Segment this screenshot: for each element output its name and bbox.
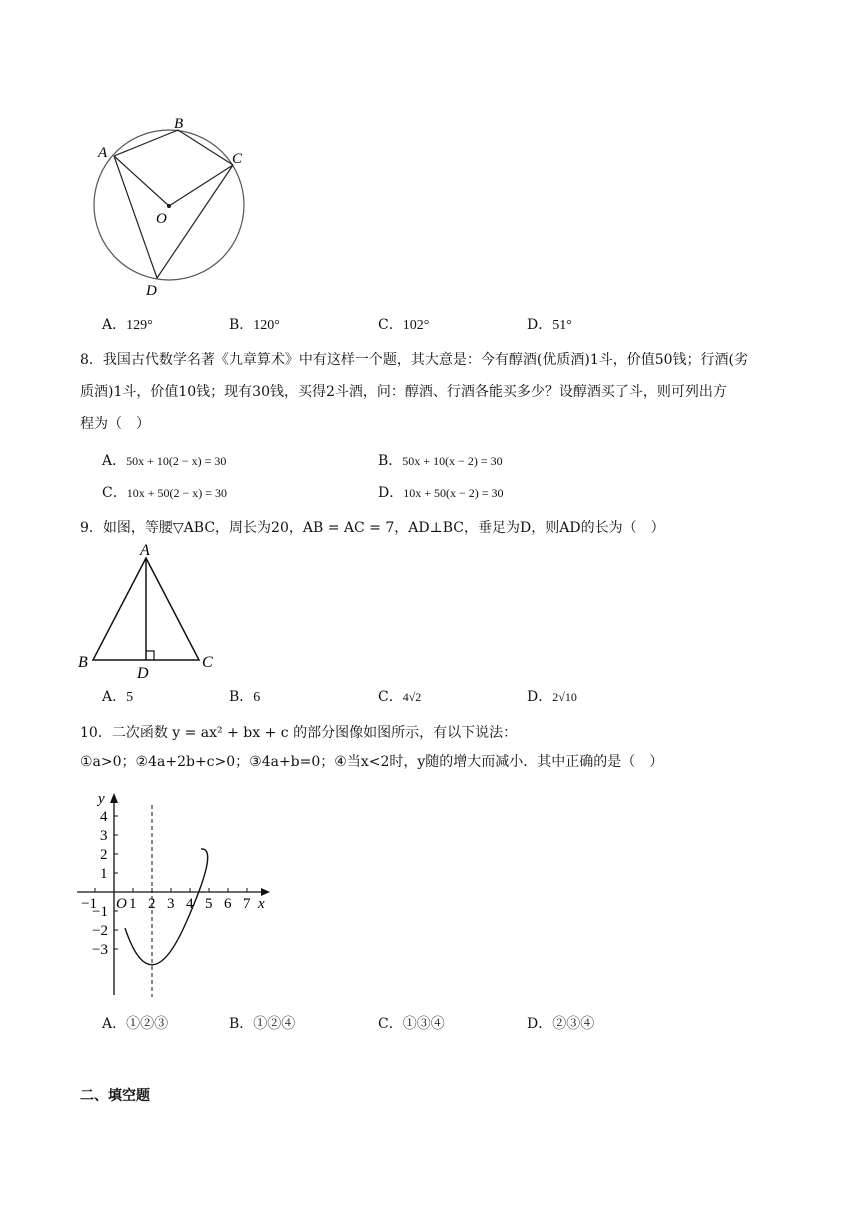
q7-option-c[interactable] [378, 315, 429, 336]
q8-stem-line3: 程为（ ） [80, 416, 150, 432]
option-text: 6 [253, 690, 261, 705]
x-tick-label: 5 [205, 896, 213, 912]
q10-statements: ①a>0；②4a+2b+c>0；③4a+b=0；④当x<2时，y随的增大而减小．其中正确的是（ ） [80, 754, 664, 770]
y-axis-arrow [110, 793, 118, 803]
label-d: D [137, 665, 149, 682]
label-a: A [98, 145, 108, 161]
radii-oa-oc [114, 156, 233, 206]
x-tick-label: 1 [129, 896, 137, 912]
option-letter: B． [229, 689, 254, 705]
q10-option-c[interactable] [378, 1014, 445, 1034]
option-text: ①②④ [253, 1016, 296, 1032]
option-letter: C． [102, 485, 127, 501]
option-letter: A． [102, 1016, 127, 1032]
option-text: 102° [402, 318, 430, 333]
option-text: ①②③ [126, 1016, 169, 1032]
q10-stem: 10．二次函数 y = ax² + bx + c 的部分图像如图所示，有以下说法： [80, 725, 518, 741]
option-equation: 10x + 50(x − 2) = 30 [403, 486, 504, 500]
q7-option-d[interactable] [527, 315, 572, 336]
y-tick-label: 2 [100, 847, 108, 863]
x-tick-label: 4 [186, 896, 194, 912]
q8-option-a[interactable] [102, 451, 226, 471]
option-text: 4√2 [402, 690, 422, 704]
option-letter: D． [527, 689, 553, 705]
option-letter: C． [378, 1016, 403, 1032]
y-tick-label: 1 [100, 866, 108, 882]
label-a: A [140, 542, 150, 559]
x-tick-label: 7 [243, 896, 251, 912]
q10-option-b[interactable] [229, 1014, 295, 1034]
q7-option-a[interactable] [102, 315, 153, 336]
option-letter: C． [378, 317, 403, 333]
x-tick-label: 6 [224, 896, 232, 912]
option-letter: B． [229, 317, 254, 333]
option-letter: D． [378, 485, 404, 501]
q8-option-b[interactable] [378, 451, 503, 471]
q7-option-b[interactable] [229, 315, 280, 336]
parabola-graph [70, 785, 280, 1000]
section-title: 二、填空题 [80, 1088, 150, 1104]
circle-figure [80, 110, 260, 305]
quadrilateral-abc [114, 130, 233, 165]
q9-option-b[interactable] [229, 687, 260, 708]
q9-stem: 9．如图，等腰▽ABC，周长为20，AB = AC = 7，AD⊥BC，垂足为D，则AD的长为（ ） [80, 520, 665, 536]
option-equation: 50x + 10(2 − x) = 30 [126, 454, 227, 468]
x-tick-label: 3 [167, 896, 175, 912]
option-letter: B． [378, 453, 403, 469]
option-text: 51° [552, 318, 572, 333]
option-text: 5 [126, 690, 134, 705]
triangle-adc [114, 156, 233, 278]
y-tick-label: 3 [100, 828, 108, 844]
label-d: D [146, 283, 157, 299]
option-letter: C． [378, 689, 403, 705]
q8-option-d[interactable] [378, 483, 504, 503]
option-text: ②③④ [552, 1016, 595, 1032]
q9-option-d[interactable] [527, 687, 577, 707]
option-text: 129° [126, 318, 153, 333]
x-axis-label: x [258, 896, 265, 912]
option-letter: D． [527, 1016, 553, 1032]
y-tick-label: 4 [100, 809, 108, 825]
q10-option-d[interactable] [527, 1014, 594, 1034]
q10-option-a[interactable] [102, 1014, 168, 1034]
q9-option-c[interactable] [378, 687, 421, 707]
label-c: C [232, 151, 243, 167]
q9-option-a[interactable] [102, 687, 133, 708]
label-b: B [174, 116, 184, 132]
x-tick-label: 2 [148, 896, 156, 912]
option-text: ①③④ [402, 1016, 445, 1032]
x-tick-label: −1 [81, 896, 97, 912]
option-letter: A． [102, 317, 127, 333]
x-axis-arrow [261, 888, 270, 896]
label-c: C [202, 654, 213, 671]
q8-stem-line2: 质酒)1斗，价值10钱；现有30钱，买得2斗酒，问：醇酒、行酒各能买多少？设醇酒买了斗，则可列出方 [80, 384, 727, 400]
option-letter: A． [102, 453, 127, 469]
right-angle-mark [146, 651, 154, 660]
option-letter: B． [229, 1016, 254, 1032]
label-o: O [156, 211, 167, 227]
q8-option-c[interactable] [102, 483, 227, 503]
q8-stem-line1: 8．我国古代数学名著《九章算术》中有这样一个题，其大意是：今有醇酒(优质酒)1斗，价值50钱；行酒(劣 [80, 352, 749, 368]
y-tick-label: −2 [92, 923, 108, 939]
option-text: 120° [253, 318, 280, 333]
triangle-figure [76, 540, 226, 685]
y-axis-label: y [98, 791, 105, 807]
y-tick-label: −3 [92, 942, 108, 958]
option-letter: A． [102, 689, 127, 705]
option-letter: D． [527, 317, 553, 333]
y-tick-label: −1 [92, 904, 108, 920]
label-b: B [78, 654, 88, 671]
origin-label: O [116, 896, 127, 912]
center-point [167, 204, 171, 208]
option-text: 2√10 [552, 690, 577, 704]
option-equation: 10x + 50(2 − x) = 30 [126, 486, 228, 500]
option-equation: 50x + 10(x − 2) = 30 [402, 454, 503, 468]
